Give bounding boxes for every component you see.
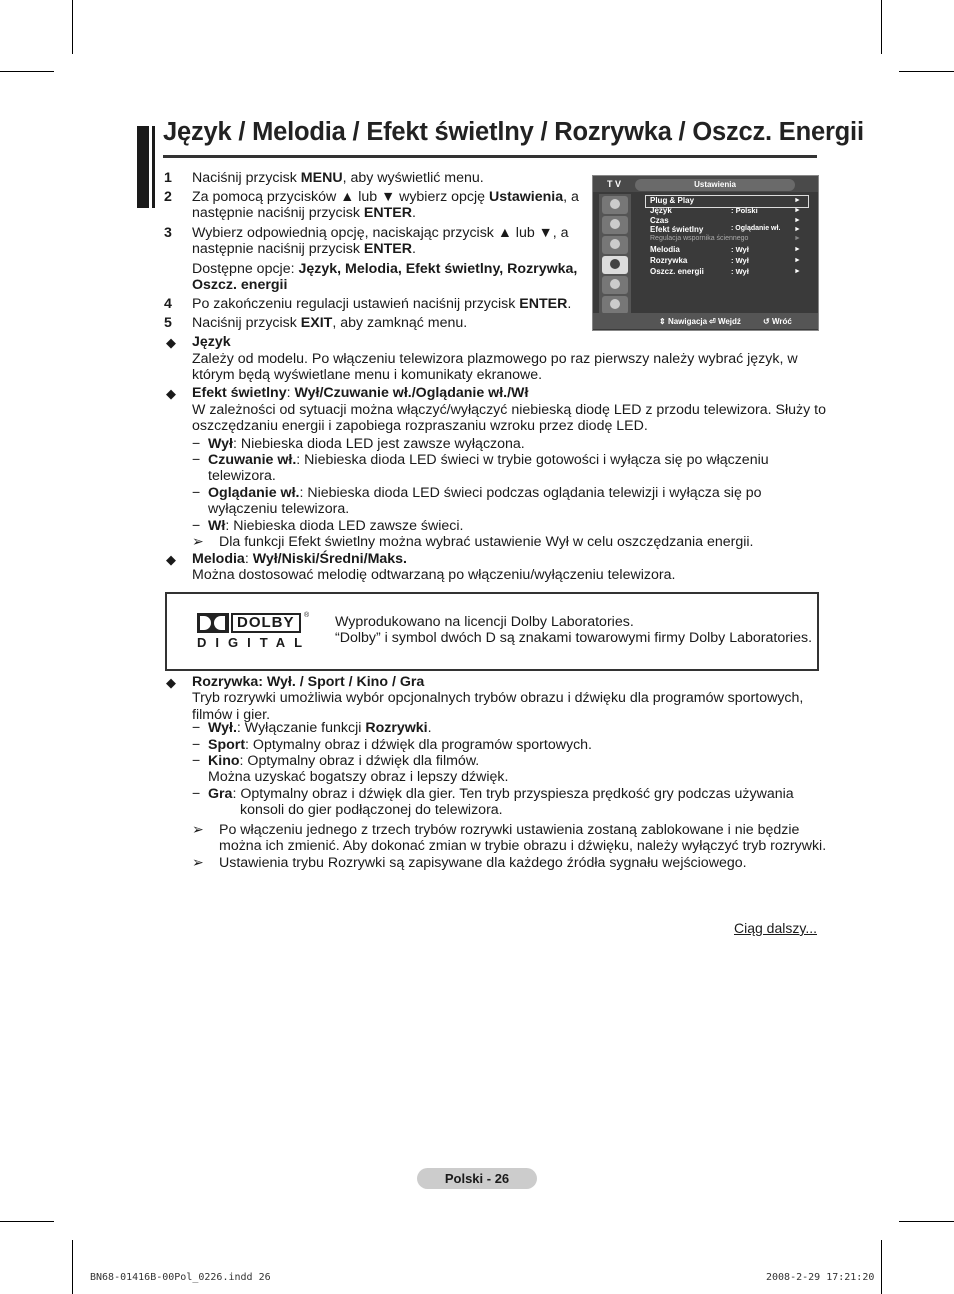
body-text: Można dostosować melodię odtwarzaną po włączeniu/wyłączeniu telewizora. xyxy=(192,567,676,583)
option-text: Wł: Niebieska dioda LED zawsze świeci. xyxy=(208,518,464,534)
step-number: 4 xyxy=(164,296,172,312)
option-text: Gra: Optymalny obraz i dźwięk dla gier. Ten tryb przyspiesza prędkość gry podczas używania xyxy=(208,786,794,802)
body-text: Zależy od modelu. Po włączeniu telewizora plazmowego po raz pierwszy należy wybrać język, w xyxy=(192,351,798,367)
double-d-icon xyxy=(197,613,229,633)
dolby-logo: DOLBY xyxy=(197,613,301,633)
dolby-text: Wyprodukowano na licencji Dolby Laboratories. xyxy=(335,614,634,630)
step-4-text: Po zakończeniu regulacji ustawień naciśnij przycisk ENTER. xyxy=(192,296,572,312)
crop-mark xyxy=(899,71,954,72)
arrow-right-icon: ► xyxy=(794,246,801,253)
tv-menu-item: Rozrywka xyxy=(650,256,688,265)
settings-icon xyxy=(602,256,628,274)
crop-mark xyxy=(72,1240,73,1294)
tv-menu-item-disabled: Regulacja wspornika ściennego xyxy=(650,235,749,242)
registered-mark: ® xyxy=(304,612,310,619)
step-2-text: następnie naciśnij przycisk ENTER. xyxy=(192,205,416,221)
diamond-bullet-icon: ◆ xyxy=(166,552,176,567)
section-title: Melodia: Wył/Niski/Średni/Maks. xyxy=(192,551,408,567)
step-5-text: Naciśnij przycisk EXIT, aby zamknąć menu. xyxy=(192,315,468,331)
dash-bullet: − xyxy=(192,753,201,769)
tv-menu-sidebar xyxy=(599,194,631,318)
crop-mark xyxy=(881,0,882,54)
crop-mark xyxy=(0,71,54,72)
page-title: Język / Melodia / Efekt świetlny / Rozrywka / Oszcz. Energii xyxy=(163,118,864,146)
tv-menu-item: Czas xyxy=(650,216,669,225)
arrow-right-icon: ► xyxy=(794,197,801,204)
crop-mark xyxy=(881,1240,882,1294)
tv-menu-value: : Wył xyxy=(731,267,749,276)
tv-menu-item: Oszcz. energii xyxy=(650,267,704,276)
step-number: 3 xyxy=(164,225,172,241)
title-accent-bar xyxy=(137,126,149,208)
dolby-text: “Dolby” i symbol dwóch D są znakami towarowymi firmy Dolby Laboratories. xyxy=(335,630,813,646)
updown-icon: ⇕ xyxy=(659,317,668,326)
option-text: Można uzyskać bogatszy obraz i lepszy dźwięk. xyxy=(208,769,509,785)
section-title: Język xyxy=(192,334,231,350)
dash-bullet: − xyxy=(192,452,201,468)
body-text: W zależności od sytuacji można włączyć/wyłączyć niebieską diodę LED z przodu telewizora. Służy to xyxy=(192,402,826,418)
note-text: można ich zmienić. Aby dokonać zmian w trybie obrazu i dźwięku, należy wyłączyć tryb rozrywki. xyxy=(219,838,827,854)
sound-icon xyxy=(602,216,628,234)
option-text: Czuwanie wł.: Niebieska dioda LED świeci w trybie gotowości i wyłącza się po włączeniu xyxy=(208,452,769,468)
option-text: Wył: Niebieska dioda LED jest zawsze wyłączona. xyxy=(208,436,525,452)
option-text: Sport: Optymalny obraz i dźwięk dla programów sportowych. xyxy=(208,737,592,753)
diamond-bullet-icon: ◆ xyxy=(166,675,176,690)
dash-bullet: − xyxy=(192,786,201,802)
arrow-right-icon: ► xyxy=(794,257,801,264)
section-title: Rozrywka: Wył. / Sport / Kino / Gra xyxy=(192,674,425,690)
dtv-icon xyxy=(602,296,628,314)
crop-mark xyxy=(72,0,73,54)
option-text: konsoli do gier podłączonej do telewizora. xyxy=(240,802,503,818)
body-text: Tryb rozrywki umożliwia wybór opcjonalnych trybów obrazu i dźwięku dla programów sportowych, xyxy=(192,690,804,706)
continued-link: Ciąg dalszy... xyxy=(734,920,817,936)
tv-menu-value: : Oglądanie wł. xyxy=(731,225,781,232)
step-3-text: następnie naciśnij przycisk ENTER. xyxy=(192,241,416,257)
section-title: Efekt świetlny: Wył/Czuwanie wł./Oglądanie wł./Wł xyxy=(192,385,529,401)
body-text: oszczędzaniu energii i zapobiega rozpraszaniu wzroku przez diodę LED. xyxy=(192,418,648,434)
option-text: Wył.: Wyłączanie funkcji Rozrywki. xyxy=(208,720,432,736)
option-text: Oglądanie wł.: Niebieska dioda LED świeci podczas oglądania telewizji i wyłącza się po xyxy=(208,485,762,501)
tv-nav-hint: ⇕ Nawigacja xyxy=(659,317,708,326)
tv-back-hint: ↺ Wróć xyxy=(763,317,792,326)
tv-menu-item: Plug & Play xyxy=(650,196,695,205)
picture-icon xyxy=(602,196,628,214)
tv-menu-value: : Wył xyxy=(731,256,749,265)
option-text: Kino: Optymalny obraz i dźwięk dla filmów. xyxy=(208,753,480,769)
arrow-right-icon: ► xyxy=(794,268,801,275)
crop-mark xyxy=(0,1221,54,1222)
body-text: filmów i gier. xyxy=(192,707,271,723)
step-3-options: Oszcz. energii xyxy=(192,277,288,293)
input-icon xyxy=(602,276,628,294)
option-text: telewizora. xyxy=(208,468,276,484)
tv-menu-title: Ustawienia xyxy=(635,179,795,191)
enter-icon: ⏎ xyxy=(709,317,718,326)
step-number: 2 xyxy=(164,189,172,205)
step-1-text: Naciśnij przycisk MENU, aby wyświetlić menu. xyxy=(192,170,484,186)
tv-menu-value: : Wył xyxy=(731,245,749,254)
step-number: 1 xyxy=(164,170,172,186)
tv-menu-item: Efekt świetlny xyxy=(650,225,704,234)
return-icon: ↺ xyxy=(763,317,772,326)
note-arrow-icon: ➢ xyxy=(192,533,204,549)
arrow-right-icon: ► xyxy=(794,217,801,224)
title-underline xyxy=(163,155,817,158)
tv-menu-item: Język xyxy=(650,206,672,215)
arrow-right-icon: ► xyxy=(794,226,801,233)
step-number: 5 xyxy=(164,315,172,331)
dash-bullet: − xyxy=(192,436,201,452)
dash-bullet: − xyxy=(192,518,201,534)
arrow-right-icon: ► xyxy=(794,207,801,214)
step-2-text: Za pomocą przycisków ▲ lub ▼ wybierz opcję Ustawienia, a xyxy=(192,189,579,205)
tv-enter-hint: ⏎ Wejdź xyxy=(709,317,741,326)
crop-mark xyxy=(899,1221,954,1222)
arrow-right-icon: ► xyxy=(794,235,801,242)
note-text: Dla funkcji Efekt świetlny można wybrać ustawienie Wył w celu oszczędzania energii. xyxy=(219,534,754,550)
diamond-bullet-icon: ◆ xyxy=(166,386,176,401)
body-text: którym będą wyświetlane menu i komunikaty ekranowe. xyxy=(192,367,543,383)
channel-icon xyxy=(602,236,628,254)
title-accent-bar xyxy=(152,126,155,208)
diamond-bullet-icon: ◆ xyxy=(166,335,176,350)
note-text: Ustawienia trybu Rozrywki są zapisywane dla każdego źródła sygnału wejściowego. xyxy=(219,855,747,871)
note-text: Po włączeniu jednego z trzech trybów rozrywki ustawienia zostaną zablokowane i nie będzie xyxy=(219,822,800,838)
tv-menu-item: Melodia xyxy=(650,245,680,254)
option-text: wyłączeniu telewizora. xyxy=(208,501,350,517)
dash-bullet: − xyxy=(192,737,201,753)
note-arrow-icon: ➢ xyxy=(192,854,204,870)
dolby-digital-text: DIGITAL xyxy=(197,635,312,650)
tv-menu-value: : Polski xyxy=(731,206,758,215)
step-3-options: Dostępne opcje: Język, Melodia, Efekt świetlny, Rozrywka, xyxy=(192,261,578,277)
dash-bullet: − xyxy=(192,485,201,501)
tv-label: T V xyxy=(607,179,622,189)
page-number-badge: Polski - 26 xyxy=(417,1168,537,1189)
step-3-text: Wybierz odpowiednią opcję, naciskając przycisk ▲ lub ▼, a xyxy=(192,225,569,241)
dash-bullet: − xyxy=(192,720,201,736)
footer-timestamp: 2008-2-29 17:21:20 xyxy=(766,1272,875,1283)
footer-file-info: BN68-01416B-00Pol_0226.indd 26 xyxy=(90,1272,271,1283)
note-arrow-icon: ➢ xyxy=(192,821,204,837)
tv-menu-screenshot xyxy=(592,175,819,331)
